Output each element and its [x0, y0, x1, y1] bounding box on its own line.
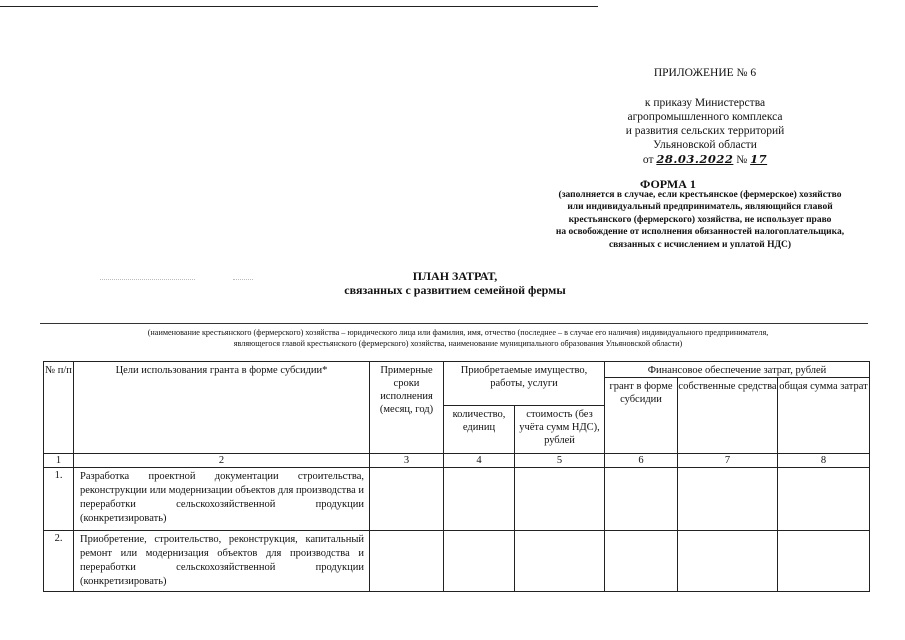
handwritten-number: 17 — [750, 152, 768, 166]
row-number: 1. — [44, 468, 74, 531]
form-note-line: связанных с исчислением и уплатой НДС) — [608, 239, 792, 250]
column-number: 3 — [370, 454, 444, 468]
cell-own-funds[interactable] — [678, 531, 778, 592]
plan-title-line2: связанных с развитием семейной фермы — [344, 282, 566, 297]
appendix-line: агропромышленного комплекса — [627, 111, 783, 123]
header-quantity: количество, единиц — [444, 406, 515, 454]
table-row — [44, 531, 870, 592]
header-goals: Цели использования гранта в форме субсидии* — [74, 362, 370, 454]
appendix-line: и развития сельских территорий — [625, 125, 785, 137]
appendix-line: Ульяновской области — [653, 139, 757, 151]
form-note-line: на освобождение от исполнения обязанностей налогоплательщика, — [555, 227, 845, 238]
caption-line: являющегося главой крестьянского (фермерского) хозяйства, наименование муниципального образования Ульяновской области) — [233, 339, 683, 348]
scan-top-border — [0, 6, 598, 7]
farm-name-caption — [40, 327, 876, 349]
appendix-title: ПРИЛОЖЕНИЕ № 6 — [653, 67, 757, 79]
appendix-line: к приказу Министерства — [644, 97, 766, 109]
form-note-line: или индивидуальный предприниматель, являющийся главой — [567, 202, 833, 213]
cell-grant[interactable] — [605, 468, 678, 531]
row-number: 2. — [44, 531, 74, 592]
cell-cost[interactable] — [515, 468, 605, 531]
header-acquired: Приобретаемые имущество, работы, услуги — [444, 362, 605, 406]
date-prefix: от — [642, 154, 654, 166]
scan-artifact — [100, 279, 195, 281]
cell-terms[interactable] — [370, 468, 444, 531]
cell-total[interactable] — [778, 531, 870, 592]
scan-artifact — [233, 279, 253, 281]
header-own-funds: собственные средства — [678, 378, 778, 454]
header-num: № п/п — [44, 362, 74, 454]
column-number: 8 — [778, 454, 870, 468]
appendix-order-reference — [560, 96, 850, 167]
column-number: 7 — [678, 454, 778, 468]
cell-terms[interactable] — [370, 531, 444, 592]
appendix-date-line — [560, 152, 850, 167]
form-title: ФОРМА 1 — [640, 177, 696, 191]
form-note — [520, 189, 880, 251]
number-prefix: № — [736, 154, 748, 166]
cell-quantity[interactable] — [444, 531, 515, 592]
cell-total[interactable] — [778, 468, 870, 531]
form-note-line: (заполняется в случае, если крестьянское (фермерское) хозяйство — [558, 190, 842, 200]
farm-name-fill-line[interactable] — [40, 323, 868, 324]
caption-line: (наименование крестьянского (фермерского) хозяйства – юридического лица или фамилия, имя, отчество (последнее – в случае его наличия) индивидуального предпринимателя, — [147, 328, 769, 337]
header-cost: стоимость (без учёта сумм НДС), рублей — [515, 406, 605, 454]
plan-title-line1: ПЛАН ЗАТРАТ, — [412, 269, 498, 283]
column-number: 1 — [44, 454, 74, 468]
column-number: 5 — [515, 454, 605, 468]
header-terms: Примерные сроки исполнения (месяц, год) — [370, 362, 444, 454]
column-number: 4 — [444, 454, 515, 468]
row-goal-text: Разработка проектной документации строительства, реконструкции или модернизации объектов для производства и переработки сельскохозяйственной продукции (конкретизировать) — [74, 468, 370, 531]
form-note-line: крестьянского (фермерского) хозяйства, не использует право — [568, 214, 832, 225]
header-financing: Финансовое обеспечение затрат, рублей — [605, 362, 870, 378]
cell-own-funds[interactable] — [678, 468, 778, 531]
row-goal-text: Приобретение, строительство, реконструкция, капитальный ремонт или модернизация объектов для производства и переработки сельскохозяйственной продукции (конкретизировать) — [74, 531, 370, 592]
handwritten-date: 28.03.2022 — [656, 152, 734, 166]
cost-plan-table — [43, 361, 870, 592]
cell-cost[interactable] — [515, 531, 605, 592]
header-grant: грант в форме субсидии — [605, 378, 678, 454]
header-total: общая сумма затрат — [778, 378, 870, 454]
cell-quantity[interactable] — [444, 468, 515, 531]
table-row — [44, 468, 870, 531]
column-number: 2 — [74, 454, 370, 468]
column-number: 6 — [605, 454, 678, 468]
plan-title — [290, 270, 620, 297]
cell-grant[interactable] — [605, 531, 678, 592]
